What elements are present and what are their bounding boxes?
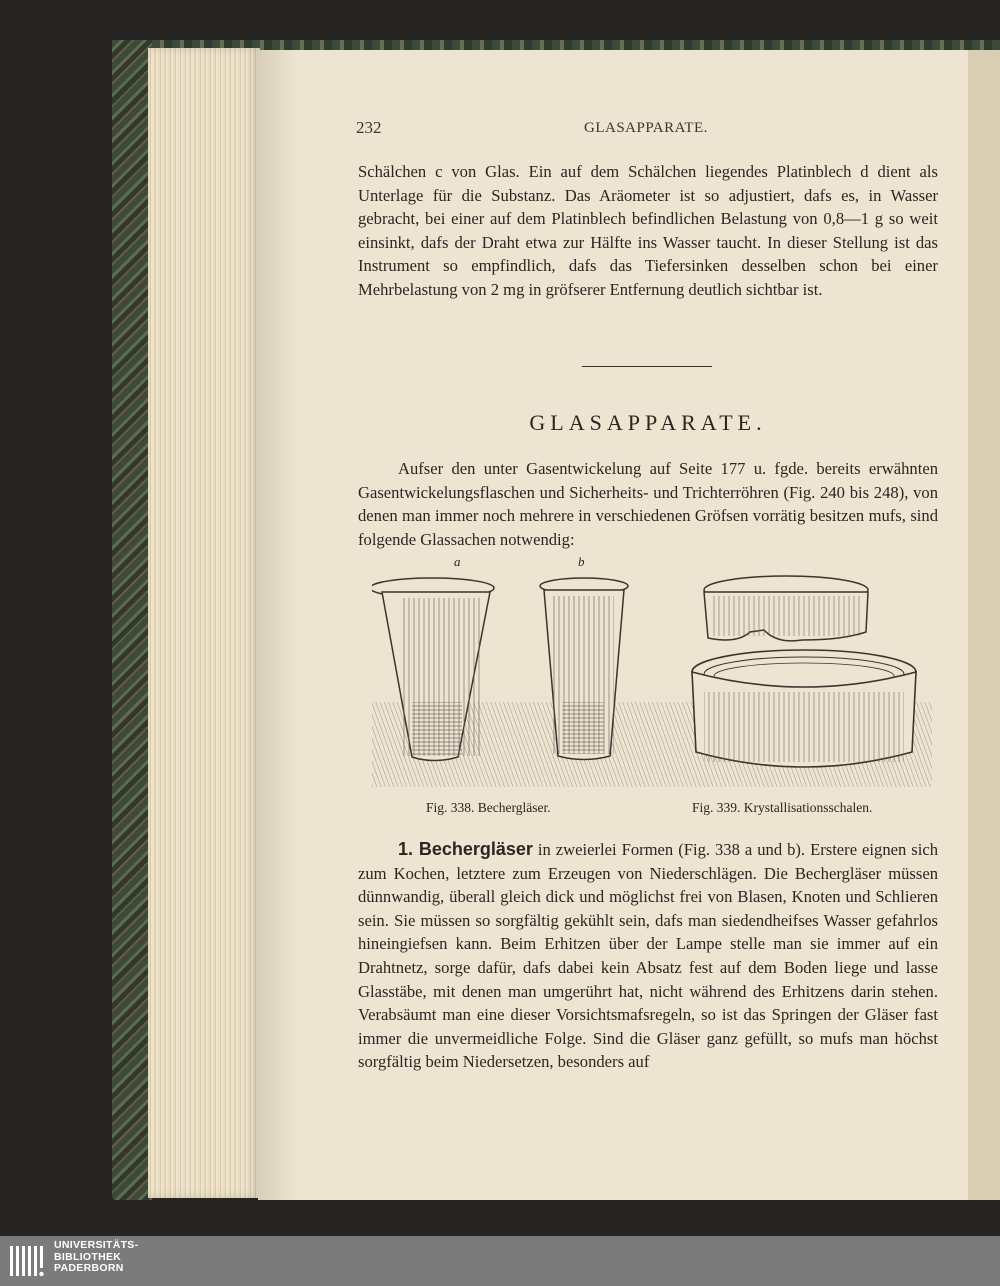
- figure-illustration: [372, 552, 932, 792]
- paragraph-3-lead: 1. Bechergläser: [398, 839, 533, 859]
- running-head: GLASAPPARATE.: [584, 120, 708, 136]
- crystallisation-dish-bottom: [692, 650, 916, 767]
- glassware-illustration: [372, 552, 932, 792]
- book-cover-edge: [112, 40, 152, 1200]
- library-name-line-2: BIBLIOTHEK: [54, 1250, 122, 1263]
- library-footer: [0, 1236, 1000, 1286]
- paragraph-3-text: in zweierlei Formen (Fig. 338 a und b). Erstere eignen sich zum Kochen, letztere zum Erzeugen von Niederschlägen. Die Bechergläser müssen dünnwandig, überall gleich dick und möglichst frei von Blasen, Knoten und Schlieren sein. Sie müssen so sorgfältig gekühlt sein, dafs man siedendheifses Wasser gefahrlos hineingiefsen kann. Beim Erhitzen über der Lampe stelle man sie immer auf ein Drahtnetz, sorge dafür, dafs dabei kein Absatz fest auf dem Boden liege und lasse Glasstäbe, mit denen man umgerührt hat, nicht während des Erhitzens darin stehen. Verabsäumt man eine dieser Vorsichtsmafsregeln, so ist das Springen der Gläser fast immer die unvermeidliche Folge. Sind die Gläser ganz gefüllt, so mufs man höchst sorgfältig beim Niedersetzen, besonders auf: [358, 840, 938, 1072]
- section-title: GLASAPPARATE.: [529, 410, 767, 435]
- paragraph-3: [358, 838, 938, 1074]
- library-name-line-1: UNIVERSITÄTS-: [54, 1239, 139, 1251]
- facing-page-edge: [968, 50, 1000, 1200]
- crystallisation-dish-top: [704, 576, 868, 641]
- paragraph-2: Aufser den unter Gasentwickelung auf Seite 177 u. fgde. bereits erwähnten Gasentwickelungsflaschen und Sicherheits- und Trichterröhren (Fig. 240 bis 248), von denen man immer noch mehrere in verschiedenen Gröfsen vorrätig besitzen mufs, sind folgende Glassachen notwendig:: [358, 459, 938, 549]
- page-stack: [148, 48, 260, 1198]
- figure-caption-339: Fig. 339. Krystallisationsschalen.: [692, 800, 873, 815]
- library-name-line-3: PADERBORN: [54, 1262, 124, 1274]
- page-header: [356, 118, 956, 142]
- page-number: 232: [356, 118, 382, 137]
- library-logo-icon: [8, 1242, 48, 1280]
- figure-caption-338: Fig. 338. Bechergläser.: [426, 800, 551, 815]
- paragraph-1: Schälchen c von Glas. Ein auf dem Schälchen liegendes Platinblech d dient als Unterlage für die Substanz. Das Aräometer ist so adjustiert, dafs es, in Wasser gebracht, bei einer auf dem Platinblech befindlichen Belastung von 0,8—1 g so weit einsinkt, dafs der Draht etwa zur Hälfte ins Wasser taucht. In dieser Stellung ist das Instrument so empfindlich, dafs das Tiefersinken desselben schon bei einer Mehrbelastung von 2 mg in gröfserer Entfernung deutlich sichtbar ist.: [358, 162, 938, 299]
- figure-label-a: a: [454, 554, 461, 569]
- library-name: [54, 1240, 138, 1275]
- section-divider: [582, 366, 712, 367]
- figure-label-b: b: [578, 554, 585, 569]
